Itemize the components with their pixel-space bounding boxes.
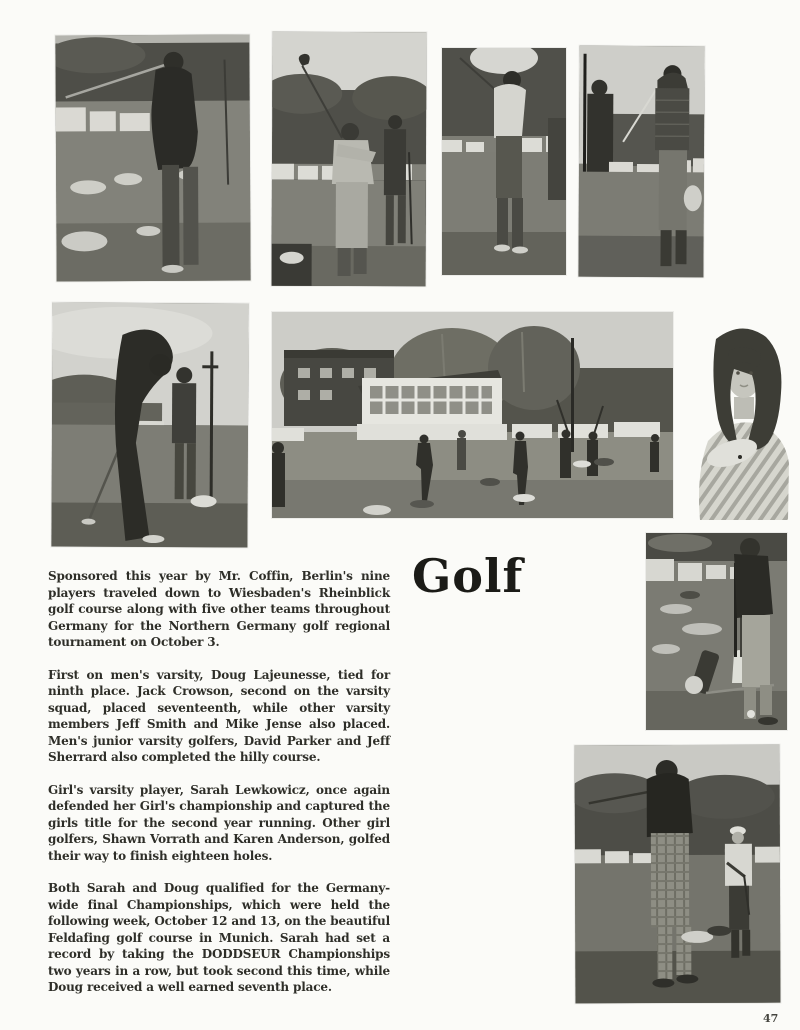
photo-scene (688, 323, 796, 520)
photo-golfer-bent-swing (51, 302, 248, 547)
photo-golfer-backswing (442, 48, 566, 275)
photo-golfer-followthrough (55, 34, 250, 281)
bystander (548, 118, 566, 200)
photo-scene (272, 32, 427, 287)
article-text (48, 568, 390, 1012)
photo-scene (55, 34, 250, 281)
photo-golfer-back-view (646, 533, 787, 730)
photo-scene (578, 46, 704, 278)
photo-girl-portrait (688, 323, 796, 520)
photo-golfer-plaid-pants (575, 745, 781, 1004)
photo-golfer-arms-extended (272, 32, 427, 287)
range-pole (571, 338, 574, 452)
striped-shirt (699, 422, 789, 520)
page-title: Golf (412, 548, 524, 603)
paragraph-mens-varsity: First on men's varsity, Doug Lajeunesse, tied for ninth place. Jack Crowson, second on the varsity squad, placed seventeenth, while other varsity members Jeff Smith and Mike Jense also placed. Men's junior varsity golfers, David Parker and Jeff Sherrard also completed the hilly course. (48, 667, 390, 764)
paragraph-girls-varsity: Girl's varsity player, Sarah Lewkowicz, once again defended her Girl's championship and captured the girls title for the second year running. Other girl golfers, Shawn Vorrath and Karen Anderson, golfed their way to finish eighteen holes. (48, 782, 390, 863)
photo-scene (575, 745, 781, 1004)
golf-bag (272, 244, 312, 286)
paragraph-tournament-intro: Sponsored this year by Mr. Coffin, Berlin's nine players traveled down to Wiesbaden's Rheinblick golf course along with five other teams throughout Germany for the Northern Germany golf regional tournament on October 3. (48, 569, 390, 649)
photo-golfer-arms-overhead (578, 46, 704, 278)
photo-scene (646, 533, 787, 730)
photo-scene (51, 302, 248, 547)
page-number: 47 (763, 1012, 779, 1025)
paragraph-finals: Both Sarah and Doug qualified for the Germany-wide final Championships, which were held the following week, October 12 and 13, on the beautiful Feldafing golf course in Munich. Sarah had set a record by taking the DODDSEUR Championships two years in a row, but took second this time, while Doug received a well earned seventh place. (48, 881, 390, 994)
girl-silhouette (699, 328, 789, 520)
photo-scene (442, 48, 566, 275)
neck (734, 397, 754, 419)
photo-scene (272, 312, 673, 518)
photo-driving-range-clubhouse (272, 312, 673, 518)
